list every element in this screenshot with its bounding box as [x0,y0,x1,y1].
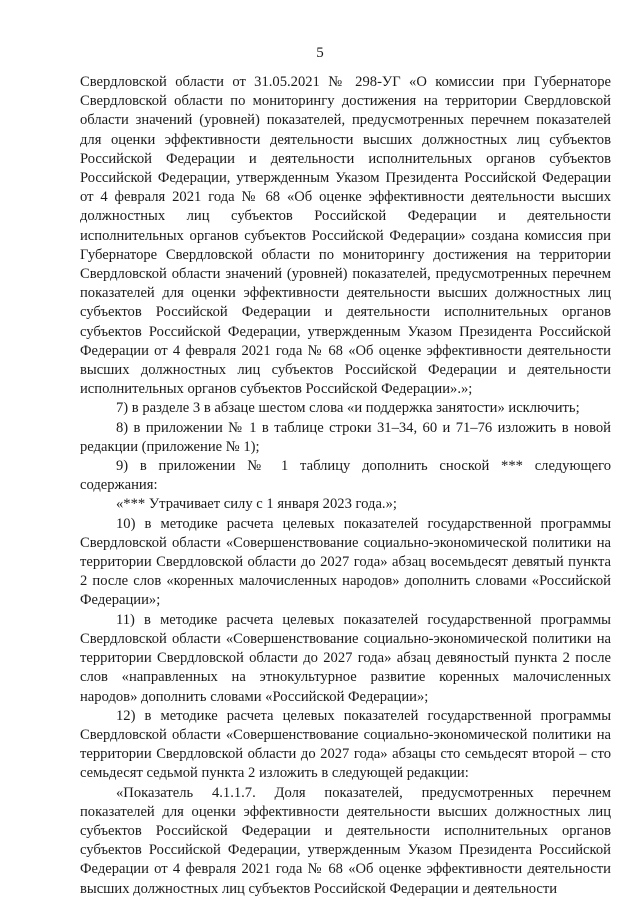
paragraph-item-10: 10) в методике расчета целевых показателей государственной программы Свердловской области «Совершенствование социально-экономической политики на территории Свердловской области до 2027 года» абзац восемьдесят девятый пункта 2 после слов «коренных малочисленных народов» дополнить словами «Российской Федерации»; [80,515,611,609]
paragraph-footnote-text: «*** Утрачивает силу с 1 января 2023 года.»; [116,496,397,513]
paragraph-continuation: Свердловской области от 31.05.2021 № 298-УГ «О комиссии при Губернаторе Свердловской области по мониторингу достижения на территории Свердловской области значений (уровней) показателей, предусмотренных перечнем показателей для оценки эффективности деятельности высших должностных лиц субъектов Российской Федерации и деятельности исполнительных органов субъектов Российской Федерации, утвержденным Указом Президента Российской Федерации от 4 февраля 2021 года № 68 «Об оценке эффективности деятельности высших должностных лиц субъектов Российской Федерации и деятельности исполнительных органов субъектов Российской Федерации» создана комиссия при Губернаторе Свердловской области по мониторингу достижения на территории Свердловской области значений (уровней) показателей, предусмотренных перечнем показателей для оценки эффективности деятельности высших должностных лиц субъектов Российской Федерации и деятельности исполнительных органов субъектов Российской Федерации, утвержденным Указом Президента Российской Федерации от 4 февраля 2021 года № 68 «Об оценке эффективности деятельности высших должностных лиц субъектов Российской Федерации и деятельности исполнительных органов субъектов Российской Федерации».»; [80,74,611,398]
paragraph-item-12: 12) в методике расчета целевых показателей государственной программы Свердловской области «Совершенствование социально-экономической политики на территории Свердловской области до 2027 года» абзацы сто семьдесят второй – сто семьдесят седьмой пункта 2 изложить в следующей редакции: [80,707,611,782]
paragraph-item-11: 11) в методике расчета целевых показателей государственной программы Свердловской области «Совершенствование социально-экономической политики на территории Свердловской области до 2027 года» абзац девяностый пункта 2 после слов «направленных на этнокультурное развитие коренных малочисленных народов» дополнить словами «Российской Федерации»; [80,611,611,705]
document-body [80,73,611,899]
paragraph-item-7: 7) в разделе 3 в абзаце шестом слова «и поддержка занятости» исключить; [116,400,580,417]
paragraph-indicator-4-1-1-7: «Показатель 4.1.1.7. Доля показателей, предусмотренных перечнем показателей для оценки эффективности деятельности высших должностных лиц субъектов Российской Федерации и деятельности исполнительных органов субъектов Российской Федерации, утвержденным Указом Президента Российской Федерации от 4 февраля 2021 года № 68 «Об оценке эффективности деятельности высших должностных лиц субъектов Российской Федерации и деятельности [80,784,611,897]
page-number: 5 [316,45,324,61]
paragraph-item-8: 8) в приложении № 1 в таблице строки 31–34, 60 и 71–76 изложить в новой редакции (приложение № 1); [80,419,611,455]
paragraph-item-9: 9) в приложении № 1 таблицу дополнить сноской *** следующего содержания: [80,458,611,494]
